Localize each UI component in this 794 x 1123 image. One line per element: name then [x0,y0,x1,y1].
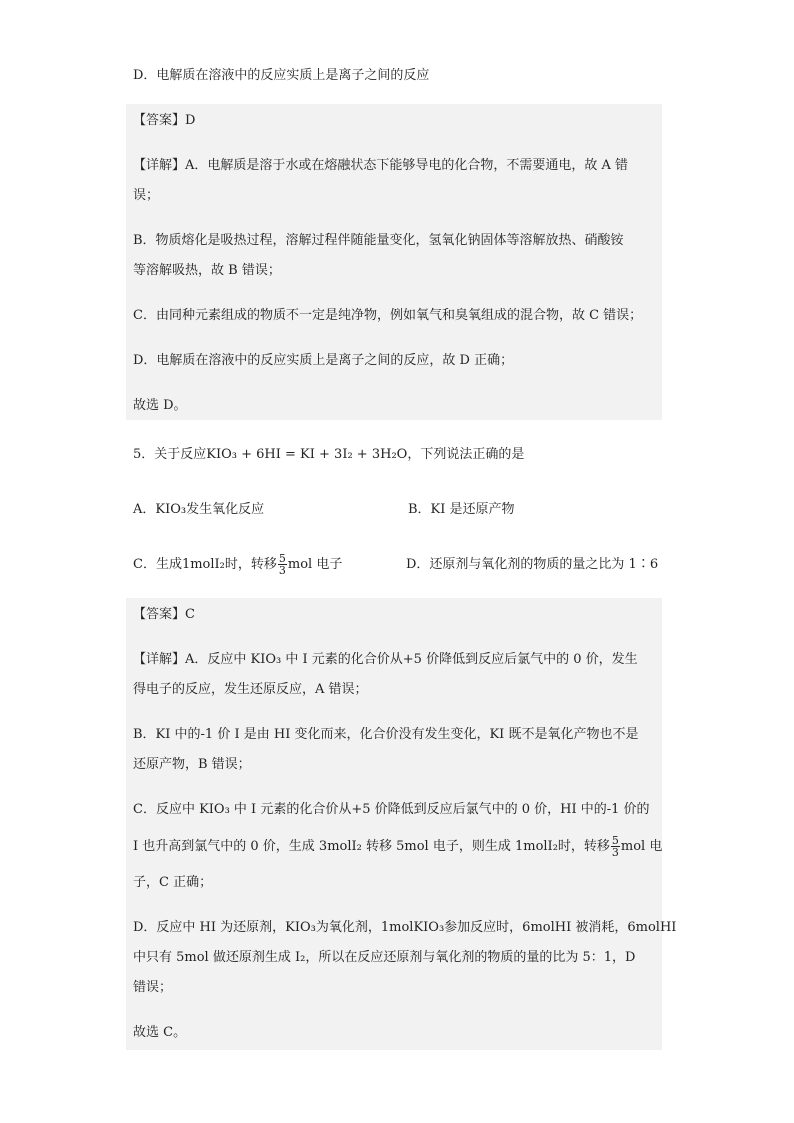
q5-detail-c2-pre: I 也升高到氯气中的 0 价，生成 3molI₂ 转移 5mol 电子，则生成 1molI₂时，转移 [133,839,610,854]
q5-detail-b1: B．KI 中的-1 价 I 是由 HI 变化而来，化合价没有发生变化，KI 既不是氧化产物也不是 [133,727,639,742]
q5-detail-a1: 【详解】A．反应中 KIO₃ 中 I 元素的化合价从+5 价降低到反应后氯气中的 0 价，发生 [133,652,638,667]
q5-detail-c1: C．反应中 KIO₃ 中 I 元素的化合价从+5 价降低到反应后氯气中的 0 价，HI 中的-1 价的 [133,802,650,817]
q5-detail-d2: 中只有 5mol 做还原剂生成 I₂，所以在反应还原剂与氧化剂的物质的量的比为 5：1，D [133,950,636,965]
fraction-denominator: 3 [611,846,619,859]
q4-conclusion: 故选 D。 [133,398,187,413]
q4-detail-line: 误； [133,188,160,203]
q5-detail-b2: 还原产物，B 错误； [133,757,251,772]
q5-detail-c2-post: mol 电 [620,839,663,854]
q5-detail-c3: 子，C 正确； [133,875,213,890]
q5-option-b: B．KI 是还原产物 [408,502,515,517]
q5-stem-prefix: 5．关于反应 [133,447,207,462]
fraction-numerator: 5 [278,552,286,565]
q5-option-c-mid: 时，转移 [224,557,277,572]
fraction-denominator: 3 [278,564,286,577]
q5-detail-c2 [133,835,662,858]
q5-answer: 【答案】C [133,607,195,622]
q5-stem-suffix: ，下列说法正确的是 [407,447,525,462]
q5-detail-c2-fraction [611,835,620,858]
q5-stem [133,446,524,464]
q5-option-a [133,501,264,519]
q5-detail-a2: 得电子的反应，发生还原反应，A 错误； [133,682,368,697]
q5-option-a-prefix: A． [133,502,156,517]
q5-detail-d1: D．反应中 HI 为还原剂，KIO₃为氧化剂，1molKIO₃参加反应时，6molHI 被消耗，6molHI [133,920,677,935]
q5-conclusion: 故选 C。 [133,1025,187,1040]
q4-option-d: D．电解质在溶液中的反应实质上是离子之间的反应 [133,68,430,83]
q5-option-c-amount: 1molI₂ [181,557,225,572]
q5-option-a-text: 发生氧化反应 [186,502,265,517]
q4-detail-line: B．物质熔化是吸热过程，溶解过程伴随能量变化，氢氧化钠固体等溶解放热、硝酸铵 [133,233,624,248]
q5-option-c-suffix: mol 电子 [287,557,343,572]
q4-detail-line: D．电解质在溶液中的反应实质上是离子之间的反应，故 D 正确； [133,353,514,368]
q4-detail-line: 等溶解吸热，故 B 错误； [133,263,281,278]
q5-option-c-prefix: C．生成 [133,557,182,572]
fraction-numerator: 5 [611,834,619,847]
q5-option-c-fraction [278,553,287,576]
q4-detail-line: 【详解】A．电解质是溶于水或在熔融状态下能够导电的化合物，不需要通电，故 A 错 [133,158,629,173]
q4-answer: 【答案】D [133,113,196,128]
q5-option-d: D．还原剂与氧化剂的物质的量之比为 1∶6 [406,557,659,572]
q5-detail-d3: 错误； [133,980,173,995]
q4-detail-line: C．由同种元素组成的物质不一定是纯净物，例如氧气和臭氧组成的混合物，故 C 错误； [133,308,643,323]
q5-option-c [133,553,342,576]
q5-option-a-formula: KIO₃ [155,502,187,517]
q5-equation: KIO₃ + 6HI = KI + 3I₂ + 3H₂O [206,447,408,462]
